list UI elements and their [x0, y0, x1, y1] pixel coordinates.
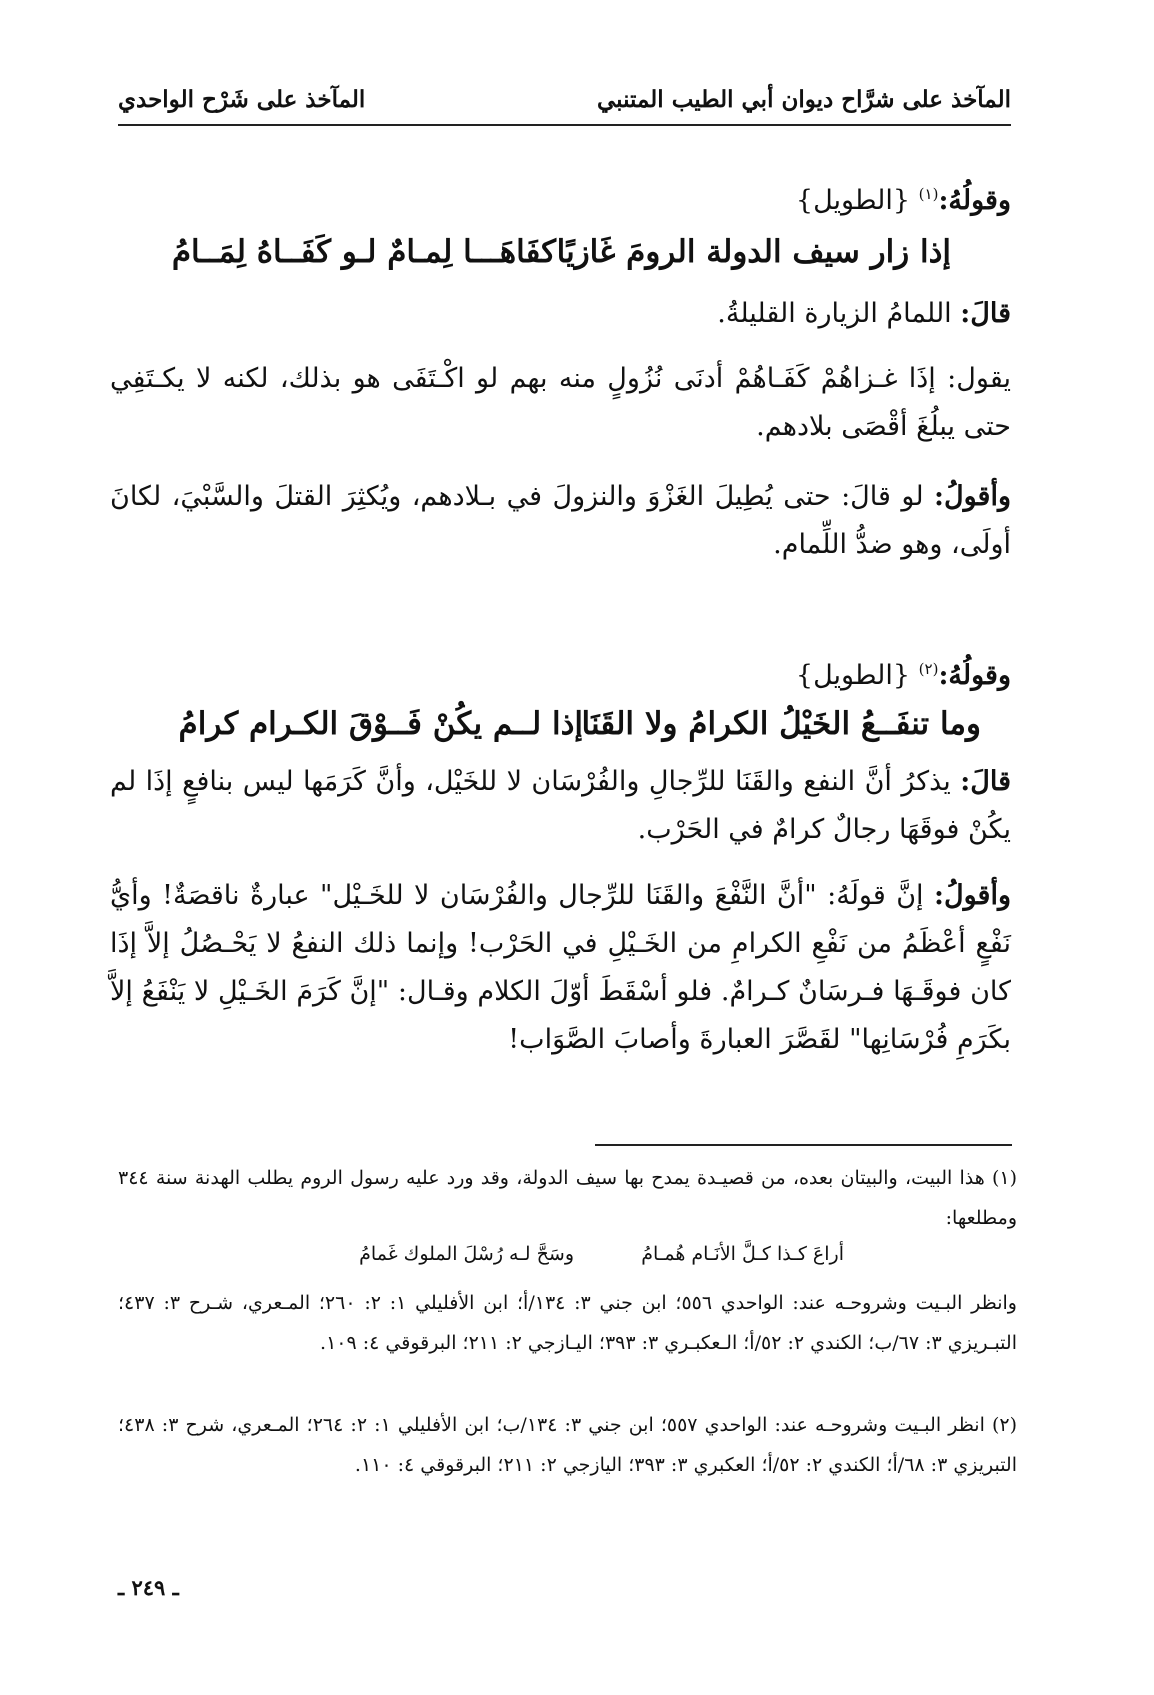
footnote-1	[118, 1158, 1017, 1238]
entry1-aqul-label: وأقولُ:	[934, 481, 1011, 512]
footnote-1-refs: وانظر البـيت وشروحـه عند: الواحدي ٥٥٦؛ ابن جني ٣: ١٣٤/أ؛ ابن الأفليلي ١: ٢: ٢٦٠؛ المـعري، شـرح ٣: ٤٣٧؛ التبـريزي ٣: ٦٧/ب؛ الكندي ٢: ٥٢/أ؛ الـعكبـري ٣: ٣٩٣؛ اليـازجي ٢: ٢١١؛ البرقوقي ٤: ١٠٩.	[118, 1292, 1017, 1354]
entry1-aqul-text: لو قالَ: حتى يُطِيلَ الغَزْوَ والنزولَ في بـلادهم، ويُكثِرَ القتلَ والسَّبْيَ، لكانَ أولَى، وهو ضدُّ اللِّمام.	[110, 481, 1011, 560]
entry2-aqul-text: إنَّ قولَهُ: "أنَّ النَّفْعَ والقَنَا للرِّجال والفُرْسَان لا للخَـيْل" عبارةٌ ناقصَةٌ! وأيُّ نَفْعٍ أعْظَمُ من نَفْعِ الكرامِ من الخَـيْلِ في الحَرْب! وإنما ذلك النفعُ لا يَحْـصُلُ إلاَّ إذَا كان فوقَـهَا فـرسَانٌ كـرامٌ. فلو أسْقَطَ أوّلَ الكلام وقـال: "إنَّ كَرَمَ الخَـيْلِ لا يَنْفَعُ إلاَّ بكَرَمِ فُرْسَانِها" لقَصَّرَ العبارةَ وأصابَ الصَّوَاب!	[110, 880, 1011, 1055]
entry1-qal	[110, 290, 1011, 338]
footnote-1-verse-first: أراعَ كـذا كـلَّ الأنَـام هُمـامُ	[641, 1243, 844, 1265]
header-rule	[118, 124, 1011, 126]
entry1-qal-text: اللمامُ الزيارة القليلةُ.	[717, 298, 952, 329]
entry2-meter: {الطويل}	[795, 660, 911, 691]
entry1-heading	[110, 170, 1011, 225]
entry2-aqul-paragraph	[110, 872, 1011, 1064]
entry1-verse-second-hemistich: كفَاهَـــا لِمـامٌ لـو كَفَــاهُ لِمَــامُ	[171, 234, 556, 270]
header-chapter-title: المآخذ على شَرْح الواحدي	[118, 86, 366, 113]
page-number: ـ ٢٤٩ ـ	[118, 1575, 179, 1600]
entry1-meter: {الطويل}	[795, 185, 911, 216]
entry1-aqul-paragraph	[110, 473, 1011, 569]
entry1-note-ref: (١)	[918, 185, 939, 203]
footnote-2	[118, 1405, 1017, 1485]
entry2-heading	[110, 645, 1011, 700]
entry1-verse-first-hemistich: إذا زار سيف الدولة الرومَ غَازيًا	[556, 234, 951, 270]
entry2-qal-text: يذكرُ أنَّ النفع والقَنَا للرِّجالِ والفُرْسَان لا للخَيْل، وأنَّ كَرَمَها ليس بنافعٍ إذَا لم يكُنْ فوقَهَا رجالٌ كرامٌ في الحَرْب.	[110, 766, 1011, 845]
entry2-verse-first-hemistich: وما تنفَــعُ الخَيْلُ الكرامُ ولا القَنَا	[581, 706, 981, 742]
footnote-rule	[595, 1144, 1012, 1146]
entry2-qal-label: قالَ:	[960, 766, 1011, 797]
footnote-1-verse-second: وسَحَّ لـه رُسْلَ الملوك غَمامُ	[359, 1243, 574, 1265]
running-header	[118, 82, 1011, 122]
footnote-1-references	[118, 1283, 1017, 1363]
entry2-note-ref: (٢)	[918, 660, 939, 678]
footnote-1-text: (١) هذا البيت، والبيتان بعده، من قصيـدة يمدح بها سيف الدولة، وقد ورد عليه رسول الروم يطلب الهدنة سنة ٣٤٤ ومطلعها:	[118, 1167, 1017, 1229]
footnote-2-text: (٢) انظر البـيت وشروحـه عند: الواحدي ٥٥٧؛ ابن جني ٣: ١٣٤/ب؛ ابن الأفليلي ١: ٢: ٢٦٤؛ المـعري، شرح ٣: ٤٣٨؛ التبريزي ٣: ٦٨/أ؛ الكندي ٢: ٥٢/أ؛ العكبري ٣: ٣٩٣؛ اليازجي ٢: ٢١١؛ البرقوقي ٤: ١١٠.	[118, 1414, 1018, 1476]
header-book-title: المآخذ على شرَّاح ديوان أبي الطيب المتنبي	[597, 86, 1011, 113]
entry2-aqul-label: وأقولُ:	[934, 880, 1011, 911]
entry2-label: وقولُهُ:	[938, 660, 1011, 691]
entry1-yaqul-paragraph: يقول: إذَا غـزاهُمْ كَفَـاهُمْ أدنَى نُزُولٍ منه بهم لو اكْـتَفَى هو بذلك، لكنه لا يكـتَفِي حتى يبلُغَ أقْصَى بلادهم.	[110, 363, 1011, 442]
entry2-qal-paragraph	[110, 758, 1011, 854]
entry2-verse-second-hemistich: إذا لــم يكُنْ فَــوْقَ الكـرام كرامُ	[178, 706, 583, 742]
entry1-qal-label: قالَ:	[960, 298, 1011, 329]
entry1-label: وقولُهُ:	[938, 185, 1011, 216]
